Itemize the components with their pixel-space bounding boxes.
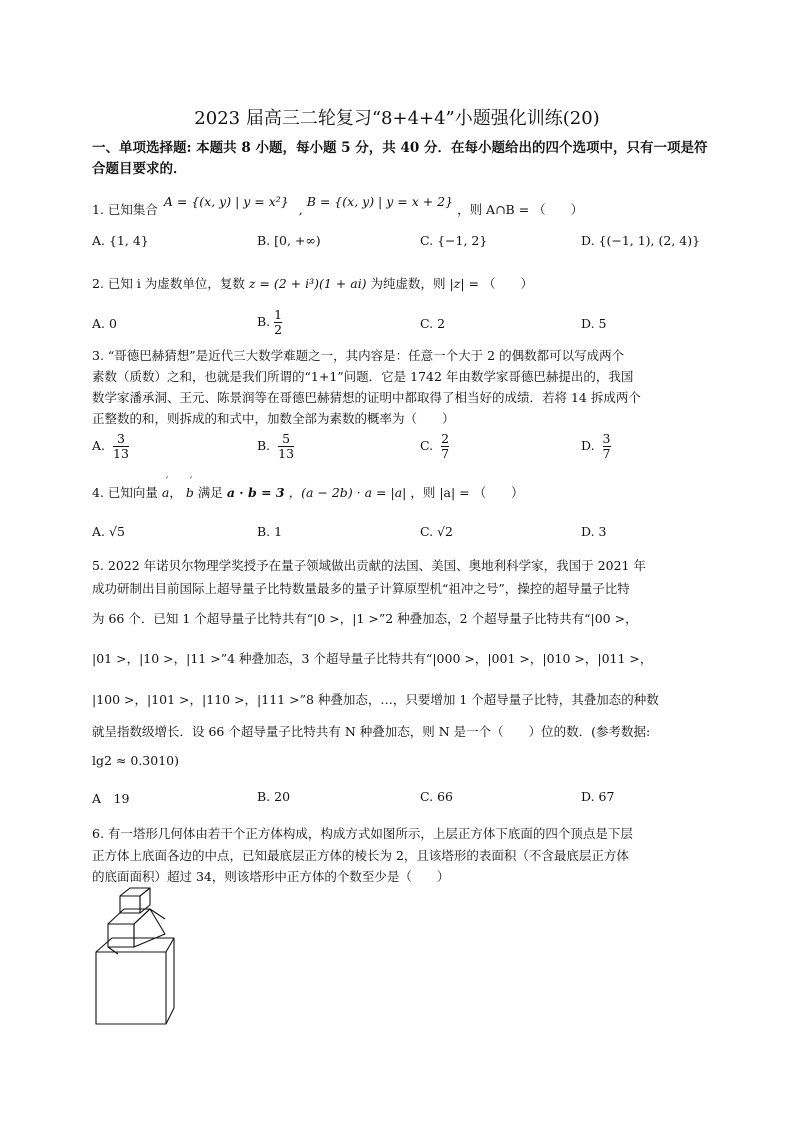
q5-line-1: 5. 2022 年诺贝尔物理学奖授予在量子领域做出贡献的法国、美国、奥地利科学家，我国于 2021 年: [92, 558, 646, 573]
q2-option-d: D. 5: [581, 316, 607, 331]
q3-line-1: 3. “哥德巴赫猜想”是近代三大数学难题之一，其内容是：任意一个大于 2 的偶数都可以写成两个: [92, 348, 625, 363]
q5-option-d: D. 67: [581, 789, 615, 804]
q2-option-c: C. 2: [420, 316, 446, 331]
q1-set-a: A = {(x, y) | y = x²}: [163, 194, 289, 209]
middle-cube: [108, 909, 165, 954]
q4-condition-2: ，(a − 2b) · a = |a|: [288, 485, 407, 500]
q6-line-1: 6. 有一塔形几何体由若干个正方体构成，构成方式如图所示，上层正方体下底面的四个顶点是下层: [92, 826, 633, 841]
q5-line-7: lg2 ≈ 0.3010): [92, 753, 179, 768]
q4-option-a: A. √5: [92, 524, 125, 539]
q4-condition-1: a · b = 3: [226, 485, 285, 500]
q2-option-a: A. 0: [92, 316, 117, 331]
q3-line-2: 素数（质数）之和，也就是我们所谓的“1+1”问题．它是 1742 年由数学家哥德巴赫提出的，我国: [92, 369, 634, 384]
section-heading: 一、单项选择题: 本题共 8 小题，每小题 5 分，共 40 分．在每小题给出的四个选项中，只有一项是符合题目要求的．: [92, 140, 708, 177]
q3-line-4: 正整数的和，则拆成的和式中，加数全部为素数的概率为（ ）: [92, 411, 455, 426]
q4-condition-label: 满足: [197, 485, 223, 500]
q2-paren: （ ）: [483, 276, 534, 291]
q2-text-b: 为纯虚数，则: [370, 276, 446, 291]
q5-line-3: 为 66 个．已知 1 个超导量子比特共有“|0 >，|1 >”2 种叠加态，2 个超导量子比特共有“|00 >，: [92, 611, 638, 626]
tower-cubes-figure: [90, 882, 180, 1027]
q4-vector-a: ´ a: [162, 485, 169, 500]
q3-option-b: B. $\frac{5}{13}$: [257, 431, 295, 461]
q1-option-a: A. {1, 4}: [92, 233, 149, 248]
q5-option-a: A 19: [92, 791, 130, 806]
q1-option-c: C. {−1, 2}: [420, 233, 488, 248]
q1-option-b: B. [0, +∞): [257, 233, 321, 248]
q5-line-5: |100 >，|101 >，|110 >，|111 >”8 种叠加态，…，只要增加 1 个超导量子比特，其叠加态的种数: [92, 692, 659, 707]
q3-option-c: C. $\frac{2}{7}$: [420, 431, 450, 461]
q2-abs: |z| =: [449, 276, 480, 291]
q4-ask: ，则 |a| = （ ）: [410, 485, 524, 500]
q1-ask: ，则 A∩B = （ ）: [457, 202, 584, 217]
q3-option-d: D. $\frac{3}{7}$: [581, 431, 611, 461]
q4-option-d: D. 3: [581, 524, 607, 539]
q5-option-b: B. 20: [257, 789, 291, 804]
q5-line-4: |01 >，|10 >，|11 >”4 种叠加态，3 个超导量子比特共有“|000 >，|001 >，|010 >，|011 >，: [92, 651, 653, 666]
q2-option-b-fraction: $\frac{1}{2}$: [274, 307, 283, 337]
q2-expression: z = (2 + i³)(1 + ai): [248, 276, 367, 291]
q1-set-b: B = {(x, y) | y = x + 2}: [306, 194, 454, 209]
q1-prefix: 1. 已知集合: [92, 202, 158, 217]
q6-line-3: 的底面面积）超过 34，则该塔形中正方体的个数至少是（ ）: [92, 869, 450, 884]
q5-line-6: 就呈指数级增长．设 66 个超导量子比特共有 N 种叠加态，则 N 是一个（ ）位的数．(参考数据:: [92, 724, 651, 739]
q4-option-b: B. 1: [257, 524, 283, 539]
q4-vector-b: ´ b: [186, 485, 194, 500]
q1-option-d: D. {(−1, 1), (2, 4)}: [581, 233, 701, 248]
q5-option-c: C. 66: [420, 789, 453, 804]
q4-option-c: C. √2: [420, 524, 453, 539]
q3-option-a: A. $\frac{3}{13}$: [92, 431, 129, 461]
q2-option-b: B. $\frac{1}{2}$: [257, 307, 283, 337]
bottom-cube: [96, 938, 174, 1024]
q6-line-2: 正方体上底面各边的中点，已知最底层正方体的棱长为 2，且该塔形的表面积（不含最底层正方体: [92, 848, 629, 863]
q5-line-2: 成功研制出目前国际上超导量子比特数量最多的量子计算原型机“祖冲之号”，操控的超导量子比特: [92, 581, 630, 596]
page-title: 2023 届高三二轮复习“8+4+4”小题强化训练(20): [194, 108, 600, 129]
q4-prefix: 4. 已知向量: [92, 485, 158, 500]
q2-text-a: 2. 已知 i 为虚数单位，复数: [92, 276, 245, 291]
q3-line-3: 数学家潘承洞、王元、陈景润等在哥德巴赫猜想的证明中都取得了相当好的成绩．若将 14 拆成两个: [92, 390, 641, 405]
